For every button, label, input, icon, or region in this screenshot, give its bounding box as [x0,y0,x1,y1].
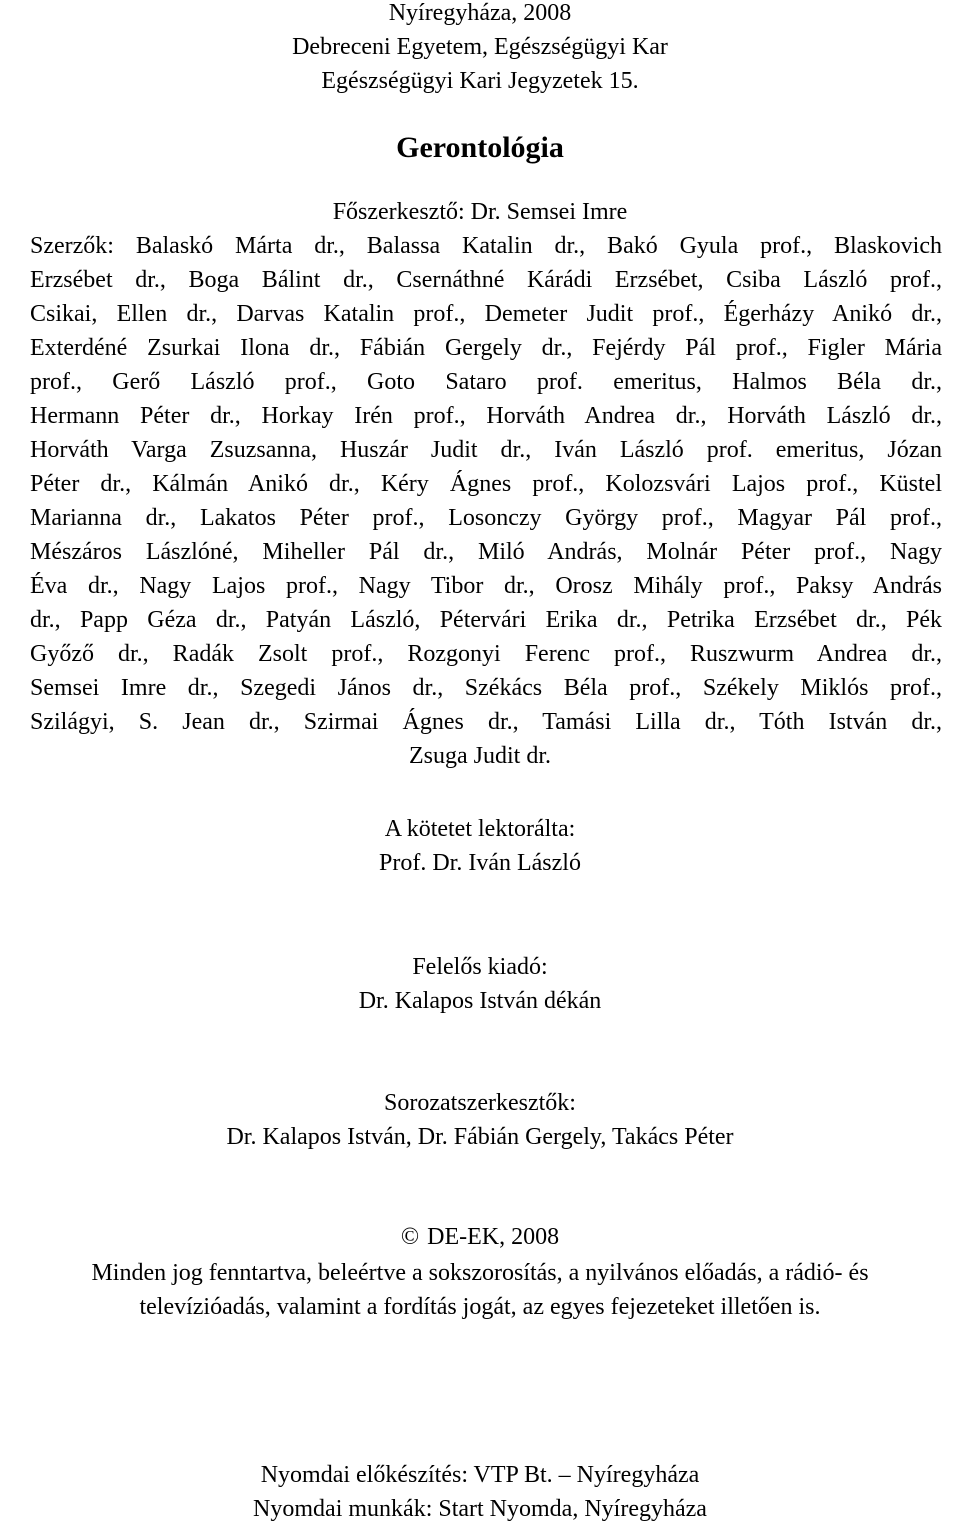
authors-line: Exterdéné Zsurkai Ilona dr., Fábián Gergely dr., Fejérdy Pál prof., Figler Mária [30,335,942,361]
authors-line: dr., Papp Géza dr., Patyán László, Pétervári Erika dr., Petrika Erzsébet dr., Pék [30,607,942,633]
authors-line: Csikai, Ellen dr., Darvas Katalin prof., Demeter Judit prof., Égerházy Anikó dr., [30,301,942,327]
authors-line: Hermann Péter dr., Horkay Irén prof., Horváth Andrea dr., Horváth László dr., [30,403,942,429]
press-credit: Nyomdai munkák: Start Nyomda, Nyíregyháza [253,1496,707,1522]
reviewer-label: A kötetet lektorálta: [384,816,576,842]
rights-statement [0,1256,960,1324]
authors-line: Marianna dr., Lakatos Péter prof., Losonczy György prof., Magyar Pál prof., [30,505,942,531]
authors-line: Erzsébet dr., Boga Bálint dr., Csernáthné Kárádi Erzsébet, Csiba László prof., [30,267,942,293]
authors-line: Győző dr., Radák Zsolt prof., Rozgonyi Ferenc prof., Ruszwurm Andrea dr., [30,641,942,667]
prepress-credit: Nyomdai előkészítés: VTP Bt. – Nyíregyháza [260,1462,700,1488]
authors-line: Horváth Varga Zsuzsanna, Huszár Judit dr., Iván László prof. emeritus, Józan [30,437,942,463]
copyright-icon: © [400,1224,420,1250]
authors-line: prof., Gerő László prof., Goto Sataro prof. emeritus, Halmos Béla dr., [30,369,942,395]
reviewer-name: Prof. Dr. Iván László [379,850,581,876]
editor-in-chief: Főszerkesztő: Dr. Semsei Imre [332,199,628,225]
institution: Debreceni Egyetem, Egészségügyi Kar [292,34,668,60]
rights-line: televízióadás, valamint a fordítás jogát, az egyes fejezeteket illetően is. [139,1294,821,1320]
authors-line: Zsuga Judit dr. [409,743,551,769]
authors-line: Szilágyi, S. Jean dr., Szirmai Ágnes dr., Tamási Lilla dr., Tóth István dr., [30,709,942,735]
authors-list [0,229,960,773]
rights-line: Minden jog fenntartva, beleértve a sokszorosítás, a nyilvános előadás, a rádió- és [91,1260,869,1286]
series-editors-names: Dr. Kalapos István, Dr. Fábián Gergely, Takács Péter [226,1124,734,1150]
authors-line: Szerzők: Balaskó Márta dr., Balassa Katalin dr., Bakó Gyula prof., Blaskovich [30,233,942,259]
authors-line: Éva dr., Nagy Lajos prof., Nagy Tibor dr., Orosz Mihály prof., Paksy András [30,573,942,599]
copyright-holder: DE-EK, 2008 [427,1224,560,1250]
place-year: Nyíregyháza, 2008 [388,0,572,26]
publisher-name: Dr. Kalapos István dékán [358,988,602,1014]
authors-line: Péter dr., Kálmán Anikó dr., Kéry Ágnes prof., Kolozsvári Lajos prof., Küstel [30,471,942,497]
book-title: Gerontológia [396,131,564,164]
copyright-notice [0,1220,960,1254]
series-editors-label: Sorozatszerkesztők: [384,1090,576,1116]
authors-line: Semsei Imre dr., Szegedi János dr., Székács Béla prof., Székely Miklós prof., [30,675,942,701]
series-name: Egészségügyi Kari Jegyzetek 15. [321,68,639,94]
publisher-label: Felelős kiadó: [412,954,548,980]
authors-line: Mészáros Lászlóné, Miheller Pál dr., Miló András, Molnár Péter prof., Nagy [30,539,942,565]
